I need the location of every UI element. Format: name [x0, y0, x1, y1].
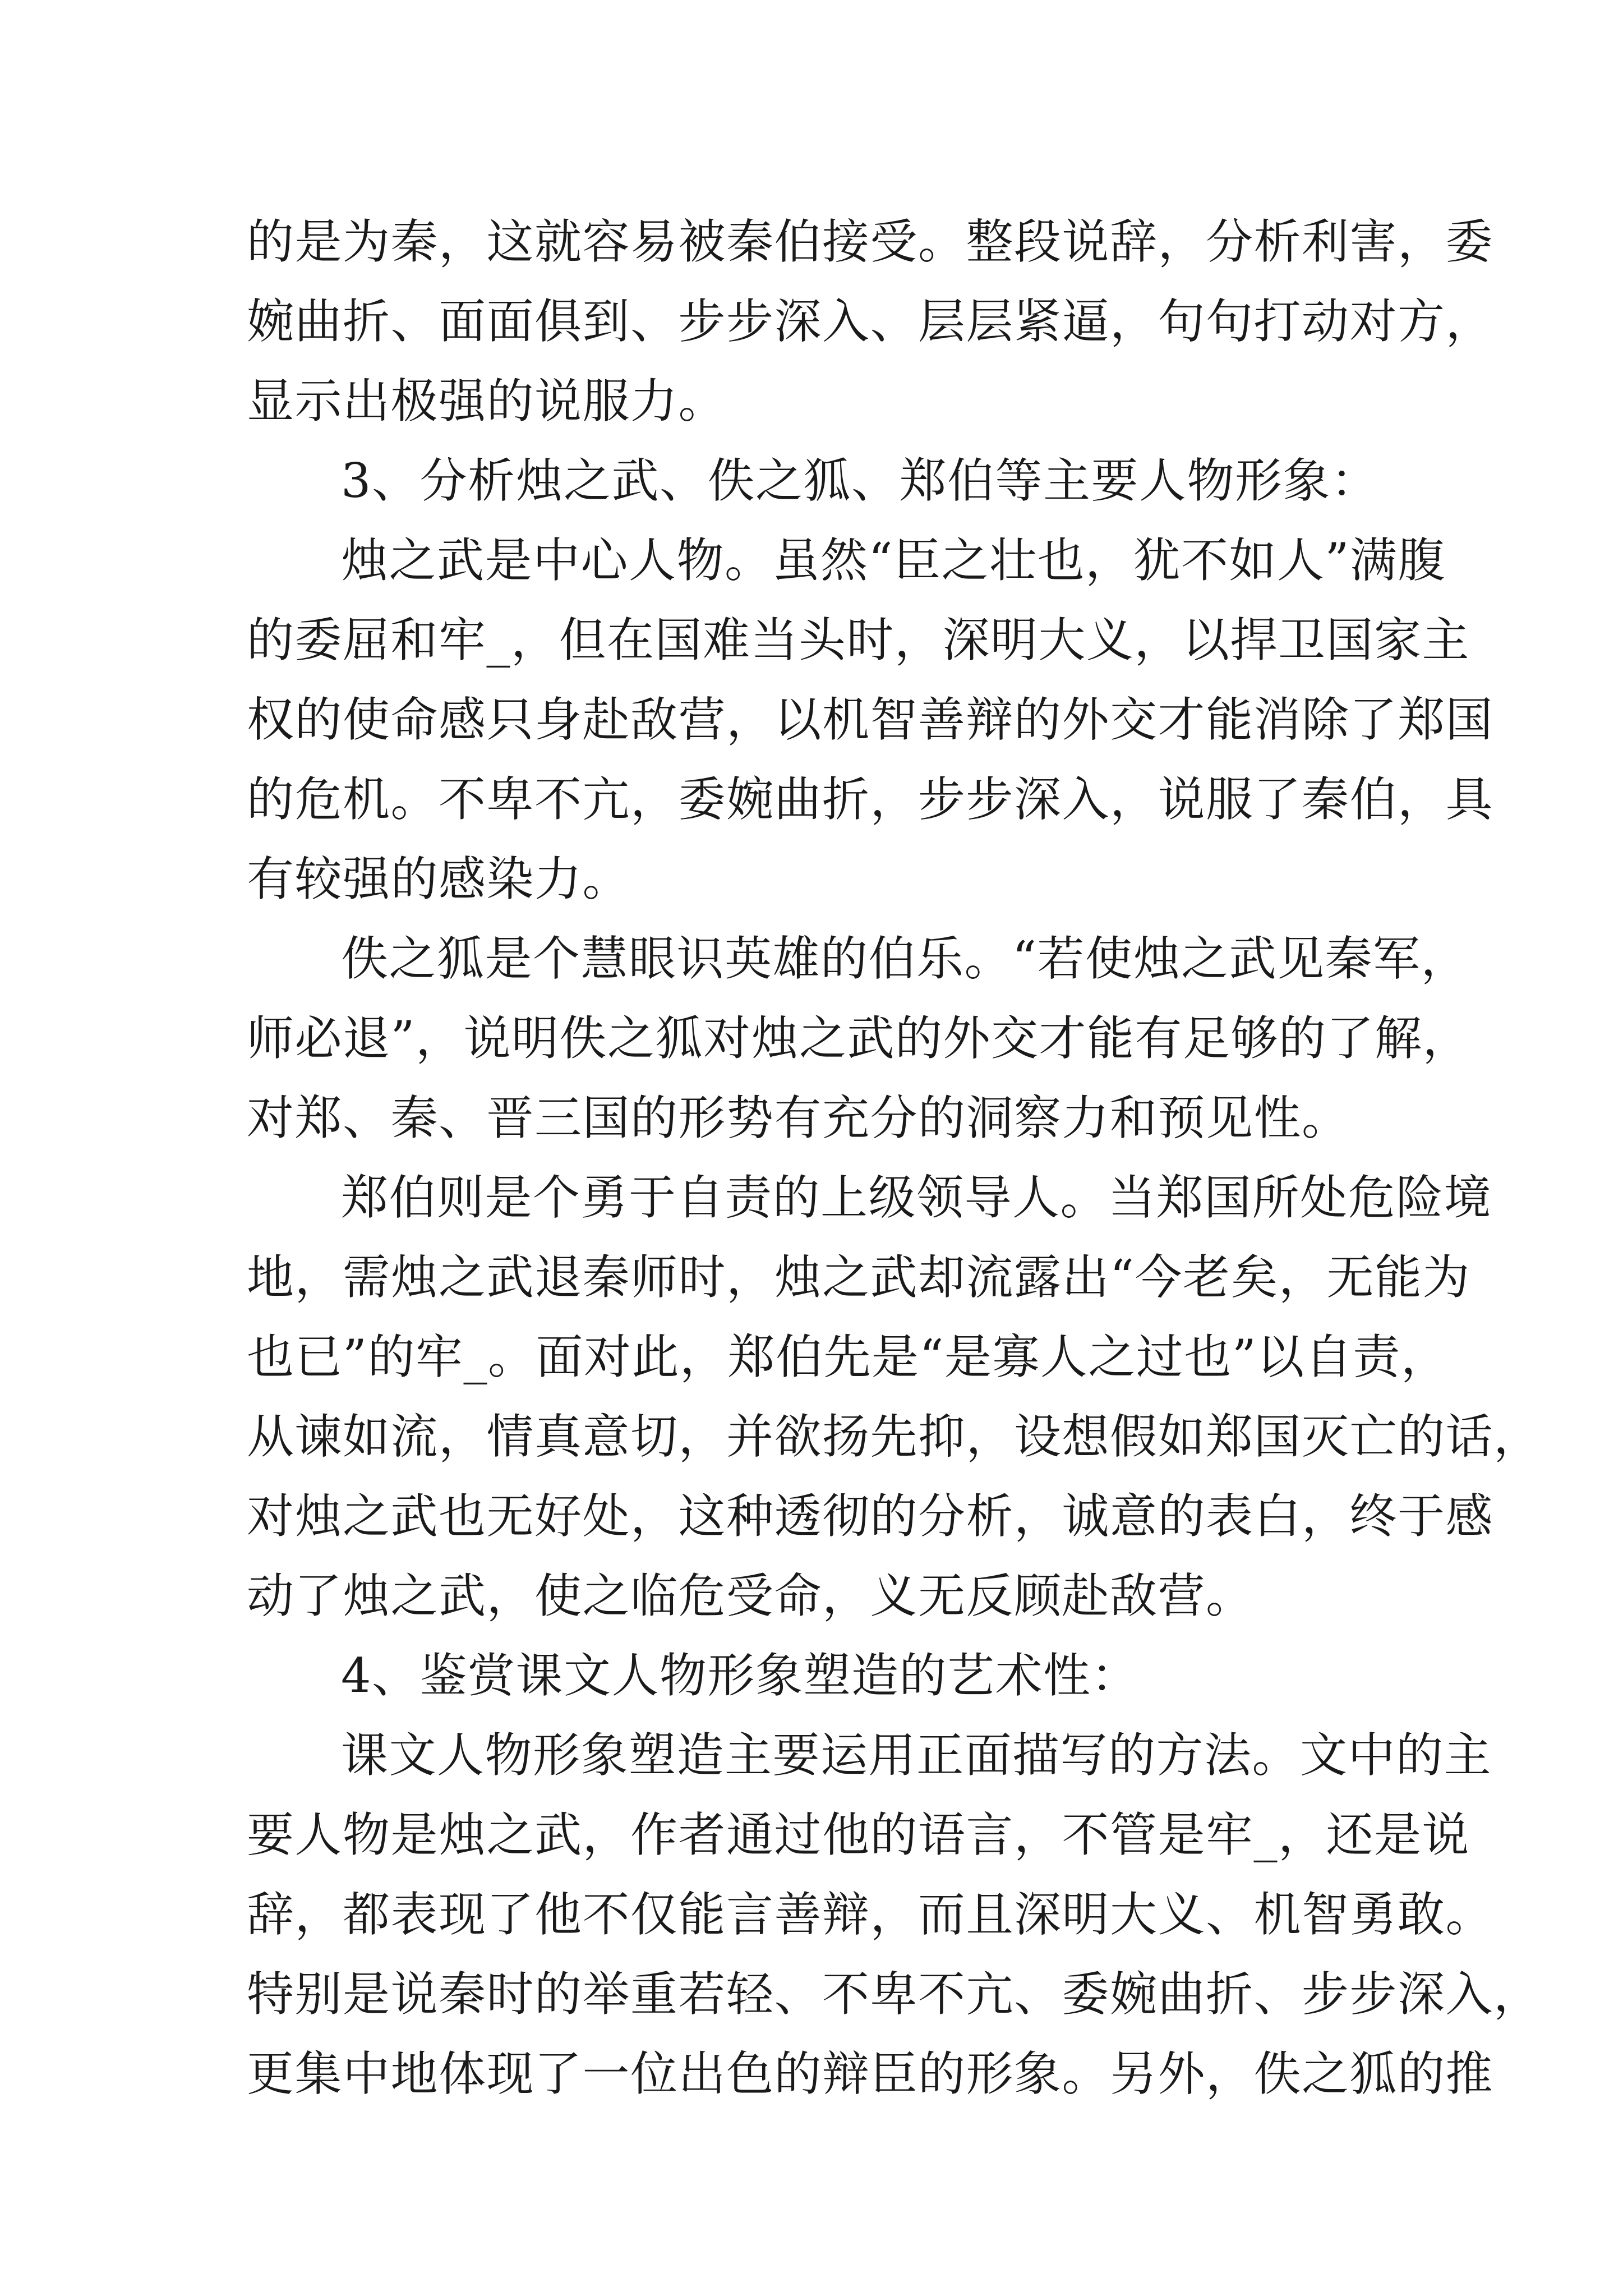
text-line: 对郑、秦、晋三国的形势有充分的洞察力和预见性。	[247, 1091, 1350, 1145]
paragraph-start: 课文人物形象塑造主要运用正面描写的方法。文中的主	[341, 1728, 1492, 1783]
section-heading-4: 4、鉴赏课文人物形象塑造的艺术性：	[341, 1648, 1139, 1703]
text-line: 对烛之武也无好处，这种透彻的分析，诚意的表白，终于感	[247, 1489, 1494, 1544]
text-line: 要人物是烛之武，作者通过他的语言，不管是牢_，还是说	[247, 1807, 1470, 1862]
text-line: 也已”的牢_。面对此，郑伯先是“是寡人之过也”以自责，	[247, 1329, 1449, 1384]
text-line: 动了烛之武，使之临危受命，义无反顾赴敌营。	[247, 1568, 1254, 1623]
text-line: 婉曲折、面面俱到、步步深入、层层紧逼，句句打动对方，	[247, 294, 1494, 349]
text-line: 的委屈和牢_，但在国难当头时，深明大义，以捍卫国家主	[247, 613, 1470, 668]
body-text	[247, 202, 1542, 2114]
text-line: 有较强的感染力。	[247, 852, 631, 907]
text-line: 地，需烛之武退秦师时，烛之武却流露出“今老矣，无能为	[247, 1250, 1470, 1305]
text-line: 显示出极强的说服力。	[247, 374, 727, 429]
paragraph-start: 郑伯则是个勇于自责的上级领导人。当郑国所处危险境	[341, 1170, 1492, 1225]
text-line: 权的使命感只身赴敌营，以机智善辩的外交才能消除了郑国	[247, 692, 1494, 747]
text-line: 的危机。不卑不亢，委婉曲折，步步深入，说服了秦伯，具	[247, 772, 1494, 827]
text-line: 的是为秦，这就容易被秦伯接受。整段说辞，分析利害，委	[247, 214, 1494, 269]
paragraph-start: 佚之狐是个慧眼识英雄的伯乐。“若使烛之武见秦军，	[341, 931, 1469, 986]
text-line: 辞，都表现了他不仅能言善辩，而且深明大义、机智勇敢。	[247, 1887, 1494, 1942]
section-heading-3: 3、分析烛之武、佚之狐、郑伯等主要人物形象：	[341, 453, 1379, 508]
text-line: 更集中地体现了一位出色的辩臣的形象。另外，佚之狐的推	[247, 2046, 1494, 2101]
text-line: 师必退”，说明佚之狐对烛之武的外交才能有足够的了解，	[247, 1011, 1470, 1066]
paragraph-start: 烛之武是中心人物。虽然“臣之壮也，犹不如人”满腹	[341, 533, 1446, 588]
text-line: 从谏如流，情真意切，并欲扬先抑，设想假如郑国灭亡的话，	[247, 1409, 1542, 1464]
text-line: 特别是说秦时的举重若轻、不卑不亢、委婉曲折、步步深入，	[247, 1967, 1542, 2022]
